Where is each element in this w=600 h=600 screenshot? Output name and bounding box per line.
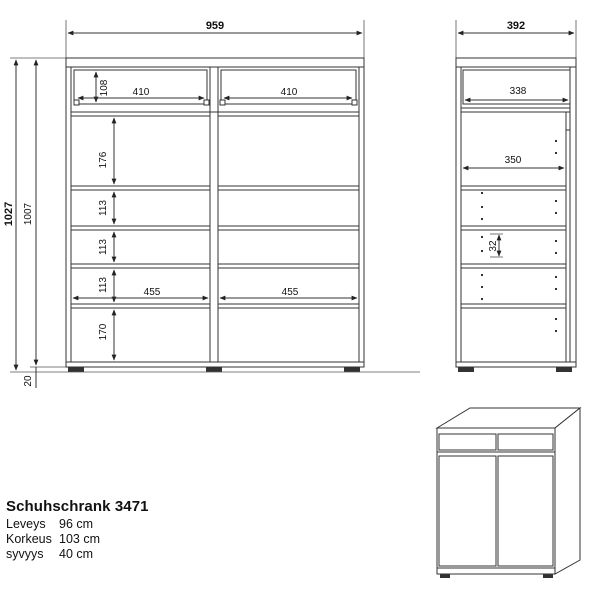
- spec-value: 96 cm: [59, 517, 94, 531]
- gap-4-label: 113: [98, 277, 109, 293]
- side-view: [456, 20, 576, 372]
- product-caption: [6, 498, 266, 562]
- drawer-height-label: 108: [99, 79, 110, 97]
- inner-width-right-label: 455: [281, 287, 299, 298]
- front-view: [3, 20, 420, 388]
- overall-width-label: 959: [205, 20, 225, 32]
- shelf-pin-holes: [481, 140, 557, 332]
- cabinet-top: [66, 58, 364, 67]
- inner-width-left-label: 455: [143, 287, 161, 298]
- hole-spacing-label: 32: [488, 240, 499, 252]
- spec-value: 40 cm: [59, 547, 94, 561]
- gap-3-label: 113: [98, 239, 109, 255]
- gap-2-label: 113: [98, 200, 109, 216]
- depth-label: 392: [506, 20, 526, 32]
- gap-5-label: 170: [98, 323, 109, 341]
- gap-1-label: 176: [98, 151, 109, 169]
- perspective-view: [437, 408, 580, 578]
- spec-label: syvyys: [6, 547, 44, 561]
- spec-row-width: [6, 517, 266, 532]
- foot-left: [68, 367, 84, 372]
- side-top: [456, 58, 576, 67]
- body-height-label: 1007: [23, 202, 34, 226]
- product-title: Schuhschrank 3471: [6, 498, 149, 515]
- spec-row-height: [6, 532, 266, 547]
- spec-row-depth: [6, 547, 266, 562]
- foot-middle: [206, 367, 222, 372]
- drawer-width-right-label: 410: [280, 87, 298, 98]
- foot-height-label: 20: [23, 375, 34, 387]
- shelves-side: [461, 186, 566, 308]
- spec-value: 103 cm: [59, 532, 100, 546]
- spec-label: Korkeus: [6, 532, 52, 546]
- drawer-width-left-label: 410: [132, 87, 150, 98]
- spec-label: Leveys: [6, 517, 46, 531]
- foot-right: [344, 367, 360, 372]
- shelf-depth-label: 350: [504, 155, 522, 166]
- drawer-depth-label: 338: [509, 86, 527, 97]
- total-height-label: 1027: [3, 201, 15, 227]
- cabinet-plinth: [66, 362, 364, 367]
